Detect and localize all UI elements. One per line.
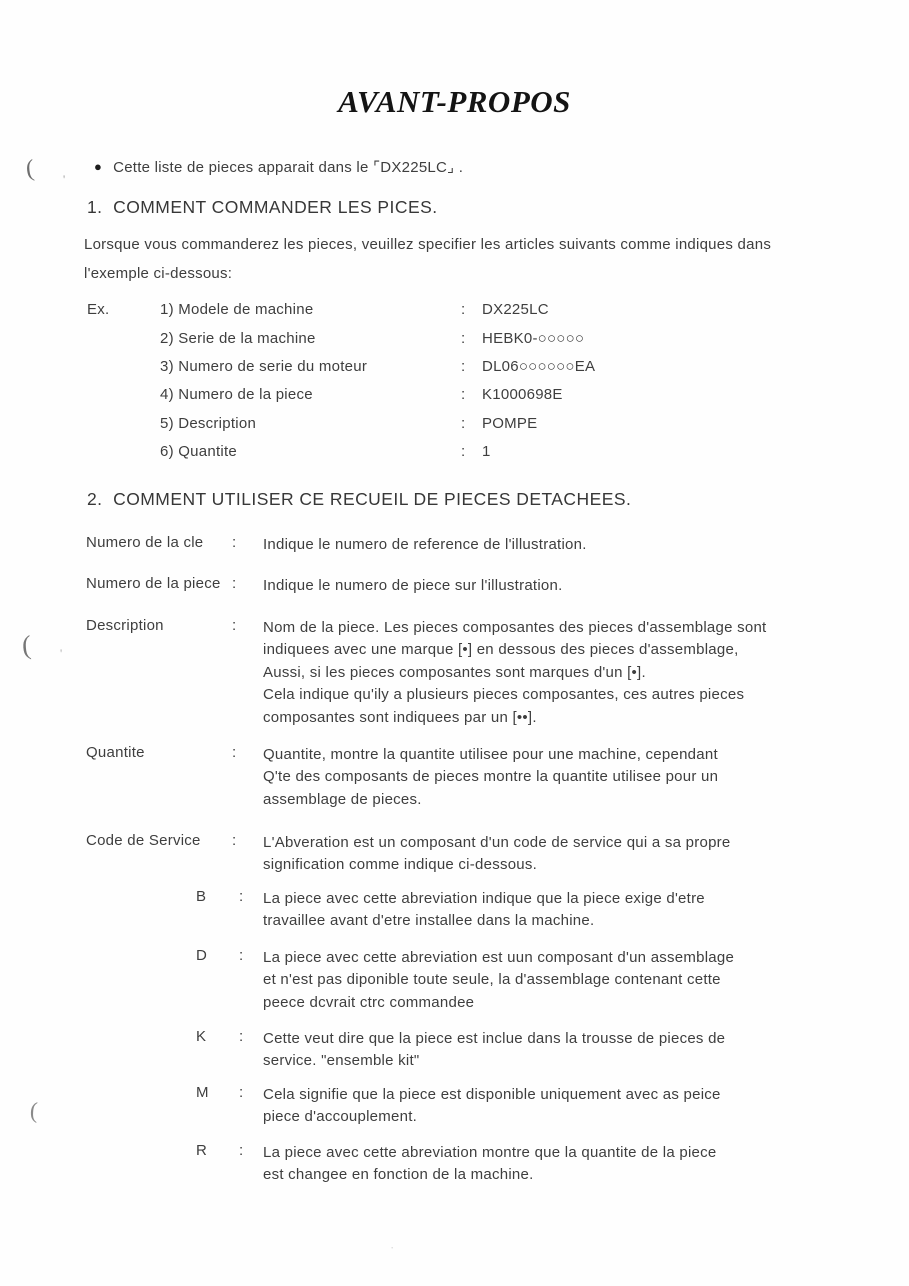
- term-line: indiquees avec une marque [•] en dessous des pieces d'assemblage,: [263, 641, 739, 659]
- section1-heading: 1. COMMENT COMMANDER LES PICES.: [87, 197, 438, 217]
- example-row: [0, 358, 909, 378]
- term-description: [263, 534, 863, 556]
- service-code-letter: B: [196, 888, 207, 905]
- example-row-value: DX225LC: [482, 301, 549, 318]
- bullet-icon: ●: [94, 159, 103, 174]
- term-line: Aussi, si les pieces composantes sont marques d'un [•].: [263, 663, 646, 681]
- service-code-line: Cela signifie que la piece est disponible uniquement avec as peice: [263, 1086, 721, 1103]
- colon-separator: :: [461, 443, 466, 460]
- colon-separator: :: [461, 301, 466, 318]
- example-row: [0, 415, 909, 435]
- service-code-line: service. "ensemble kit": [263, 1052, 420, 1070]
- colon-separator: :: [232, 534, 237, 551]
- example-row-value: DL06○○○○○○EA: [482, 358, 596, 375]
- colon-separator: :: [239, 947, 244, 964]
- service-code-line: La piece avec cette abreviation indique que la piece exige d'etre: [263, 890, 705, 907]
- example-row-label: 3) Numero de serie du moteur: [160, 358, 368, 375]
- term-description: [263, 832, 863, 877]
- service-code-letter: R: [196, 1142, 208, 1159]
- colon-separator: :: [232, 617, 237, 634]
- example-row-value: HEBK0-○○○○○: [482, 330, 585, 347]
- term-label: Code de Service: [86, 832, 201, 849]
- colon-separator: :: [232, 744, 237, 761]
- section1-paragraph-line: l'exemple ci-dessous:: [84, 265, 233, 282]
- colon-separator: :: [239, 1142, 244, 1159]
- service-code-line: piece d'accouplement.: [263, 1108, 418, 1126]
- example-row-label: 1) Modele de machine: [160, 301, 314, 318]
- scan-artifact-paren: (: [29, 1097, 39, 1124]
- service-code-line: Cette veut dire que la piece est inclue dans la trousse de pieces de: [263, 1030, 726, 1047]
- colon-separator: :: [232, 832, 237, 849]
- term-description: [263, 744, 863, 811]
- example-row-label: 2) Serie de la machine: [160, 330, 316, 347]
- page-title: AVANT-PROPOS: [338, 84, 571, 119]
- term-label: Numero de la cle: [86, 534, 204, 551]
- service-code-line: travaillee avant d'etre installee dans la machine.: [263, 912, 595, 930]
- service-code-line: La piece avec cette abreviation est uun composant d'un assemblage: [263, 949, 735, 966]
- term-label: Numero de la piece: [86, 575, 221, 592]
- service-code-description: [263, 1084, 803, 1129]
- colon-separator: :: [232, 575, 237, 592]
- colon-separator: :: [461, 415, 466, 432]
- example-row-value: K1000698E: [482, 386, 563, 403]
- example-row-label: 4) Numero de la piece: [160, 386, 313, 403]
- colon-separator: :: [239, 1084, 244, 1101]
- intro-line: [94, 158, 463, 176]
- example-row-label: 5) Description: [160, 415, 257, 432]
- term-line: Q'te des composants de pieces montre la quantite utilisee pour un: [263, 768, 719, 786]
- colon-separator: :: [239, 888, 244, 905]
- term-line: signification comme indique ci-dessous.: [263, 856, 538, 874]
- term-description: [263, 575, 863, 597]
- term-line: Nom de la piece. Les pieces composantes des pieces d'assemblage sont: [263, 619, 767, 636]
- colon-separator: :: [461, 386, 466, 403]
- scan-artifact-paren: (: [20, 629, 33, 661]
- example-row-value: POMPE: [482, 415, 538, 432]
- service-code-letter: D: [196, 947, 208, 964]
- intro-text: Cette liste de pieces apparait dans le ⌜DX225LC⌟ .: [113, 159, 464, 176]
- service-code-line: est changee en fonction de la machine.: [263, 1166, 534, 1184]
- scan-artifact-paren: (: [24, 155, 36, 183]
- term-line: composantes sont indiquees par un [••].: [263, 708, 537, 726]
- colon-separator: :: [461, 358, 466, 375]
- term-description: [263, 617, 863, 729]
- colon-separator: :: [239, 1028, 244, 1045]
- scan-artifact-tick: ': [63, 172, 66, 186]
- service-code-description: [263, 888, 803, 933]
- term-line: L'Abveration est un composant d'un code de service qui a sa propre: [263, 834, 731, 851]
- example-row: [0, 330, 909, 350]
- service-code-letter: M: [196, 1084, 209, 1101]
- service-code-description: [263, 1142, 803, 1187]
- section2-heading: 2. COMMENT UTILISER CE RECUEIL DE PIECES DETACHEES.: [87, 489, 632, 509]
- service-code-line: peece dcvrait ctrc commandee: [263, 993, 475, 1011]
- scan-artifact-dot: ·: [390, 1240, 395, 1255]
- service-code-letter: K: [196, 1028, 207, 1045]
- service-code-description: [263, 947, 803, 1014]
- colon-separator: :: [461, 330, 466, 347]
- term-line: Indique le numero de reference de l'illustration.: [263, 536, 587, 553]
- section1-paragraph-line: Lorsque vous commanderez les pieces, veuillez specifier les articles suivants comme indiques dans: [84, 236, 772, 253]
- term-label: Quantite: [86, 744, 145, 761]
- term-label: Description: [86, 617, 164, 634]
- scan-artifact-tick: ': [60, 646, 63, 660]
- term-line: Indique le numero de piece sur l'illustration.: [263, 577, 563, 594]
- example-row-value: 1: [482, 443, 491, 460]
- term-line: assemblage de pieces.: [263, 790, 422, 808]
- service-code-line: et n'est pas diponible toute seule, la d'assemblage contenant cette: [263, 971, 721, 989]
- term-line: Quantite, montre la quantite utilisee pour une machine, cependant: [263, 746, 718, 763]
- example-row: [0, 443, 909, 463]
- example-row: [0, 386, 909, 406]
- term-line: Cela indique qu'ily a plusieurs pieces composantes, ces autres pieces: [263, 686, 745, 704]
- example-row: [0, 301, 909, 321]
- example-label: Ex.: [87, 301, 110, 318]
- service-code-description: [263, 1028, 803, 1073]
- service-code-line: La piece avec cette abreviation montre que la quantite de la piece: [263, 1144, 717, 1161]
- example-row-label: 6) Quantite: [160, 443, 237, 460]
